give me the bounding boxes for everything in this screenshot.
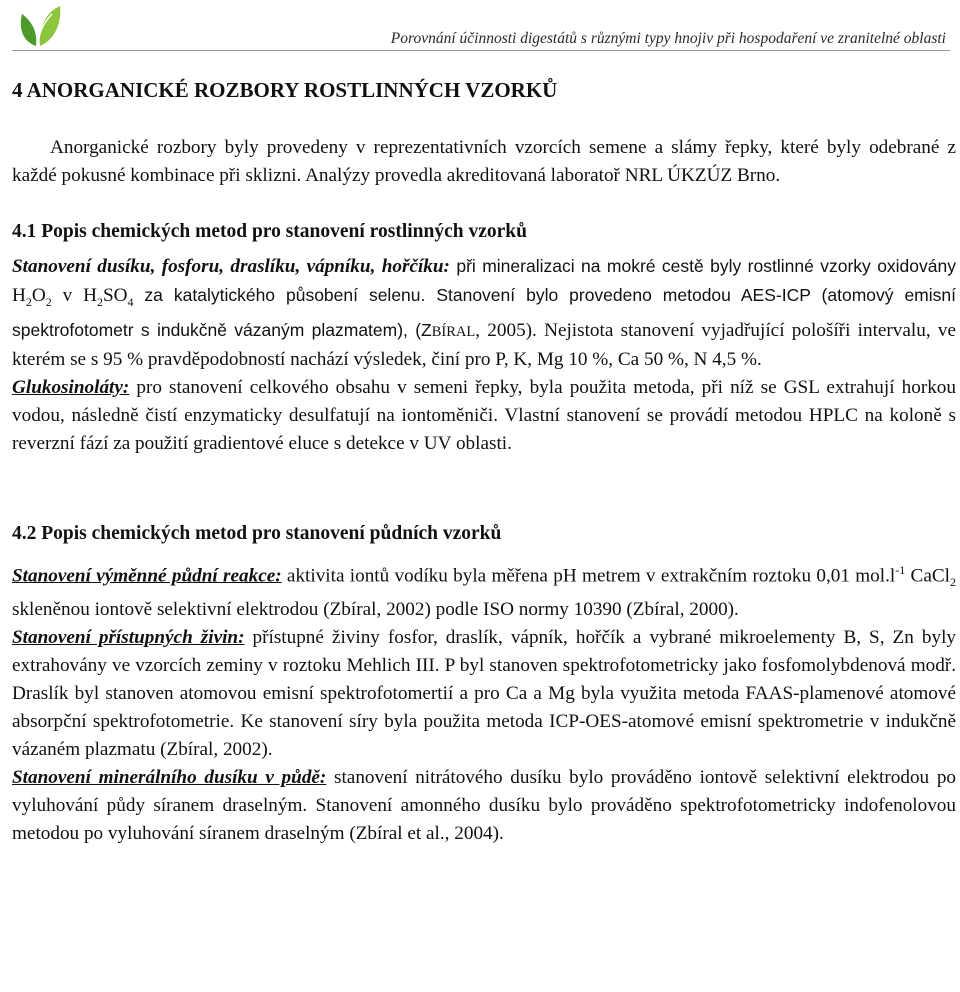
chapter-title: 4 ANORGANICKÉ ROZBORY ROSTLINNÝCH VZORKŮ: [12, 78, 558, 102]
formula-h2so4: $H_2SO_4$: [83, 285, 134, 309]
section-heading-4-2: 4.2 Popis chemických metod pro stanovení půdních vzorků: [12, 522, 502, 544]
paragraph-lead: Glukosinoláty:: [12, 376, 130, 398]
paragraph-glucosinolates: Glukosinoláty: pro stanovení celkového obsahu v semeni řepky, byla použita metoda, při níž se GSL extrahují horkou vodou, následně čistí enzymaticky desulfatují na iontoměniči. Vlastní stanovení se provádí metodou HPLC na koloně s reverzní fází za použití gradientové eluce s detekce v UV oblasti.: [12, 376, 956, 454]
leaf-logo-icon: [14, 2, 64, 50]
paragraph-available-nutrients: Stanovení přístupných živin: přístupné živiny fosfor, draslík, vápník, hořčík a vybrané mikroelementy B, S, Zn byly extrahovány ve vzorcích zeminy v roztoku Mehlich III. P byl stanoven spektrofotometricky jako fosfomolybdenová modř. Draslík byl stanoven atomovou emisní spektrofotomertií a pro Ca a Mg byla využita metoda FAAS-plamenové atomové absorpční spektrofotometrie. Ke stanovení síry byla použita metoda ICP-OES-atomové emisní spektrometrie v indukčně vázaném plazmatu (Zbíral, 2002).: [12, 627, 956, 761]
section-heading-4-1: 4.1 Popis chemických metod pro stanovení rostlinných vzorků: [12, 221, 527, 242]
chapter-intro: Anorganické rozbory byly provedeny v reprezentativních vzorcích semene a slámy řepky, které byly odebrané z každé pokusné kombinace při sklizni. Analýzy provedla akreditovaná laboratoř NRL ÚKZÚZ Brno.: [12, 137, 956, 186]
header-rule: [12, 50, 950, 51]
paragraph-lead: Stanovení přístupných živin:: [12, 627, 245, 649]
running-head: Porovnání účinnosti digestátů s různými typy hnojiv při hospodaření ve zranitelné oblasti: [390, 30, 946, 47]
paragraph-lead: Stanovení minerálního dusíku v půdě:: [12, 767, 327, 789]
paragraph-lead: Stanovení dusíku, fosforu, draslíku, vápníku, hořčíku:: [12, 256, 450, 277]
paragraph-lead: Stanovení výměnné půdní reakce:: [12, 565, 282, 587]
paragraph-soil-reaction: Stanovení výměnné půdní reakce: aktivita iontů vodíku byla měřena pH metrem v extrakčním roztoku 0,01 $mol.l^{-1}$ CaCl$_2$ skleněnou iontově selektivní elektrodou (Zbíral, 2002) podle ISO normy 10390 (Zbíral, 2000).: [12, 562, 957, 621]
formula-h2o2: $H_2O_2$: [12, 285, 52, 309]
paragraph-mineral-nitrogen: Stanovení minerálního dusíku v půdě: stanovení nitrátového dusíku bylo prováděno iontově selektivní elektrodou po vyluhování půdy síranem draselným. Stanovení amonného dusíku bylo prováděno spektrofotometricky indofenolovou metodou po vyluhování síranem draselným (Zbíral et al., 2004).: [12, 767, 957, 845]
paragraph-nitrogen-phosphorus: Stanovení dusíku, fosforu, draslíku, vápníku, hořčíku: při mineralizaci na mokré cestě byly rostlinné vzorky oxidovány $H_2O_2$ v $H_2SO_4$ za katalytického působení selenu. Stanovení bylo provedeno metodou AES-ICP (atomový emisní spektrofotometr s indukčně vázaným plazmatem), (ZBÍRAL, 2005). Nejistota stanovení vyjadřující pološíři intervalu, ve kterém se s 95 % pravděpodobností nachází výsledek, činí pro P, K, Mg 10 %, Ca 50 %, N 4,5 %.: [12, 256, 956, 370]
page-content: [12, 78, 956, 848]
page-header: [0, 0, 960, 56]
